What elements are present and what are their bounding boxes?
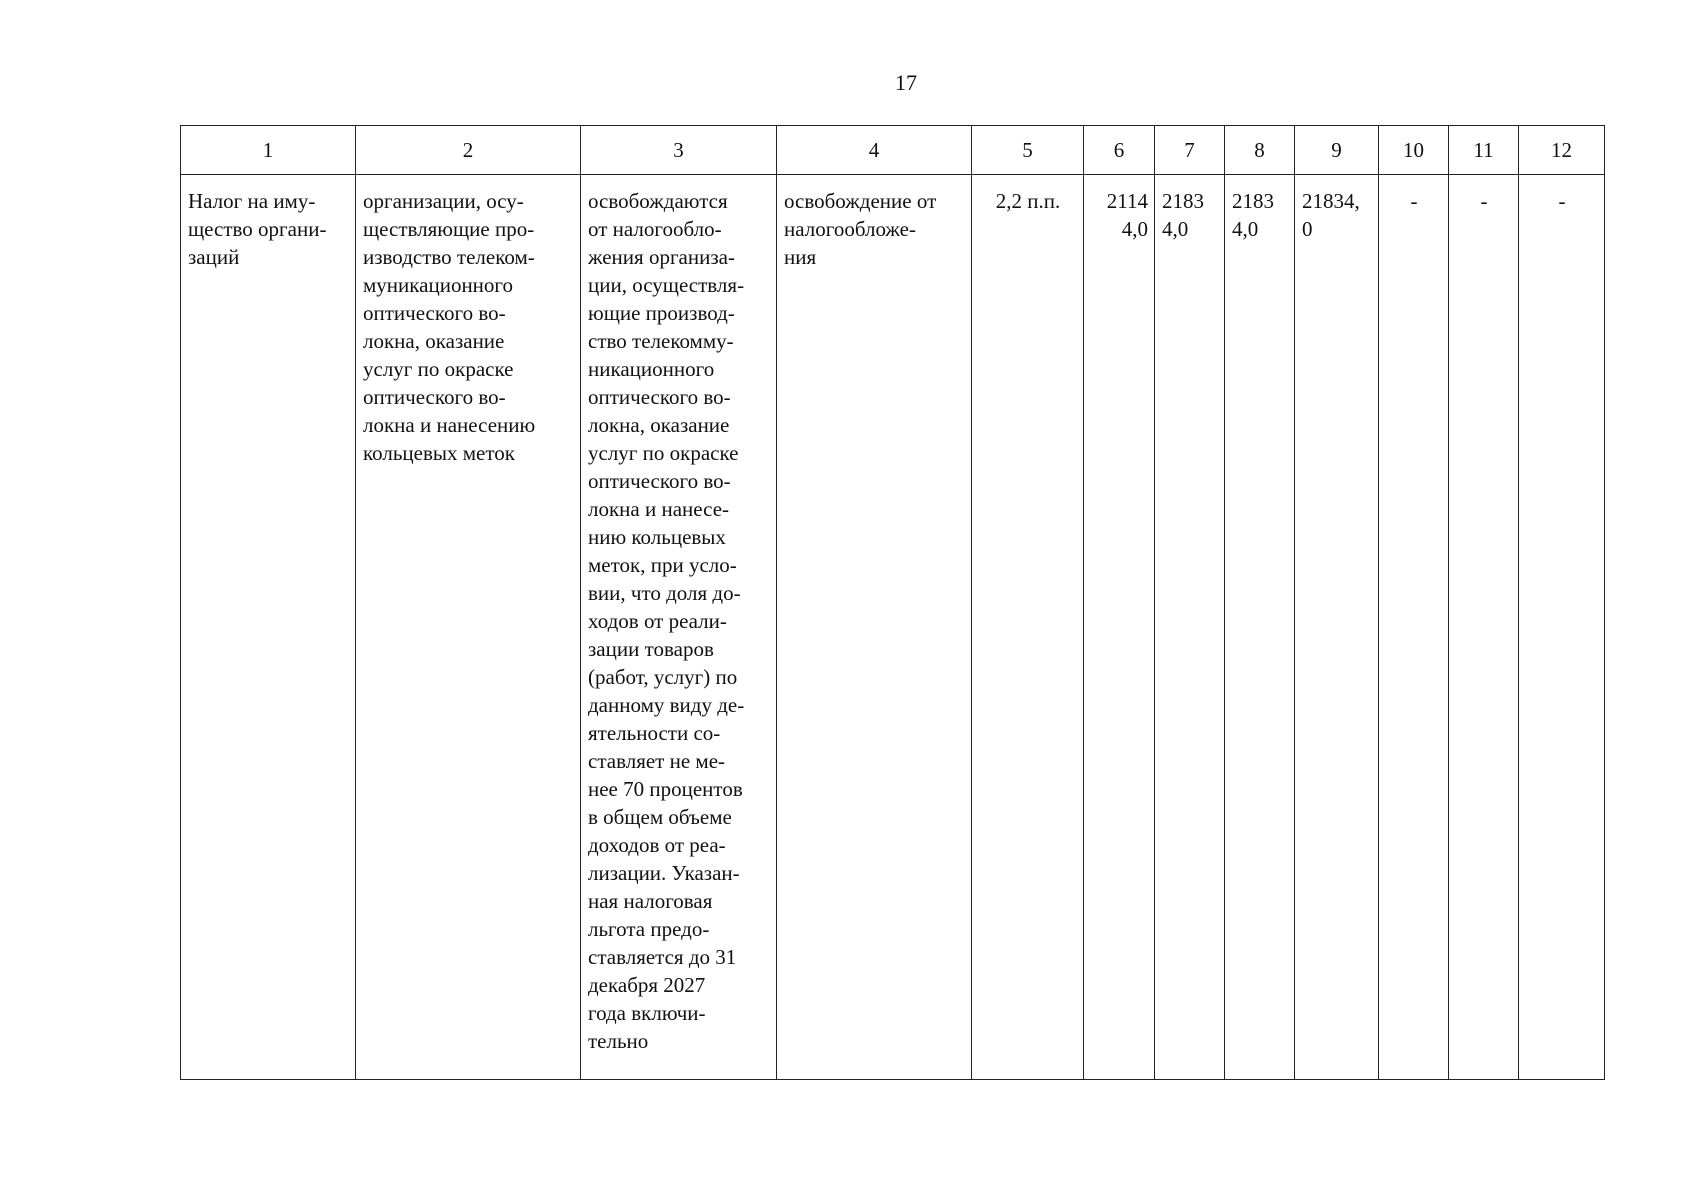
column-header-9: 9 (1295, 126, 1379, 175)
tax-benefit-table (180, 125, 1605, 1080)
table-row (181, 175, 1605, 1080)
column-header-11: 11 (1449, 126, 1519, 175)
value-cell-12: - (1519, 175, 1605, 1080)
value-cell-6: 2114 4,0 (1084, 175, 1155, 1080)
column-header-5: 5 (972, 126, 1084, 175)
value-cell-7: 2183 4,0 (1155, 175, 1225, 1080)
column-header-1: 1 (181, 126, 356, 175)
benefit-condition-cell: освобождаются от налогообло- жения организа- ции, осуществля- ющие производ- ство телекомму- никационного оптического во- локна, оказание услуг по окраске оптического во- локна и нанесе- нию кольцевых меток, при усло- вии, что доля до- ходов от реали- зации товаров (работ, услуг) по данному виду де- ятельности со- ставляет не ме- нее 70 процентов в общем объеме доходов от реа- лизации. Указан- ная налоговая льгота предо- ставляется до 31 декабря 2027 года включи- тельно (581, 175, 777, 1080)
value-cell-9: 21834, 0 (1295, 175, 1379, 1080)
column-header-2: 2 (356, 126, 581, 175)
column-header-3: 3 (581, 126, 777, 175)
taxpayer-category-cell: организации, осу- ществляющие про- изводство телеком- муникационного оптического во- локна, оказание услуг по окраске оптического во- локна и нанесению кольцевых меток (356, 175, 581, 1080)
column-header-6: 6 (1084, 126, 1155, 175)
tax-name-cell: Налог на иму- щество органи- заций (181, 175, 356, 1080)
column-header-8: 8 (1225, 126, 1295, 175)
value-cell-8: 2183 4,0 (1225, 175, 1295, 1080)
column-header-12: 12 (1519, 126, 1605, 175)
column-header-4: 4 (777, 126, 972, 175)
header-row (181, 126, 1605, 175)
benefit-type-cell: освобождение от налогообложе- ния (777, 175, 972, 1080)
column-header-7: 7 (1155, 126, 1225, 175)
page-number: 17 (895, 70, 917, 95)
legal-reference-cell: 2,2 п.п. (972, 175, 1084, 1080)
column-header-10: 10 (1379, 126, 1449, 175)
value-cell-11: - (1449, 175, 1519, 1080)
value-cell-10: - (1379, 175, 1449, 1080)
